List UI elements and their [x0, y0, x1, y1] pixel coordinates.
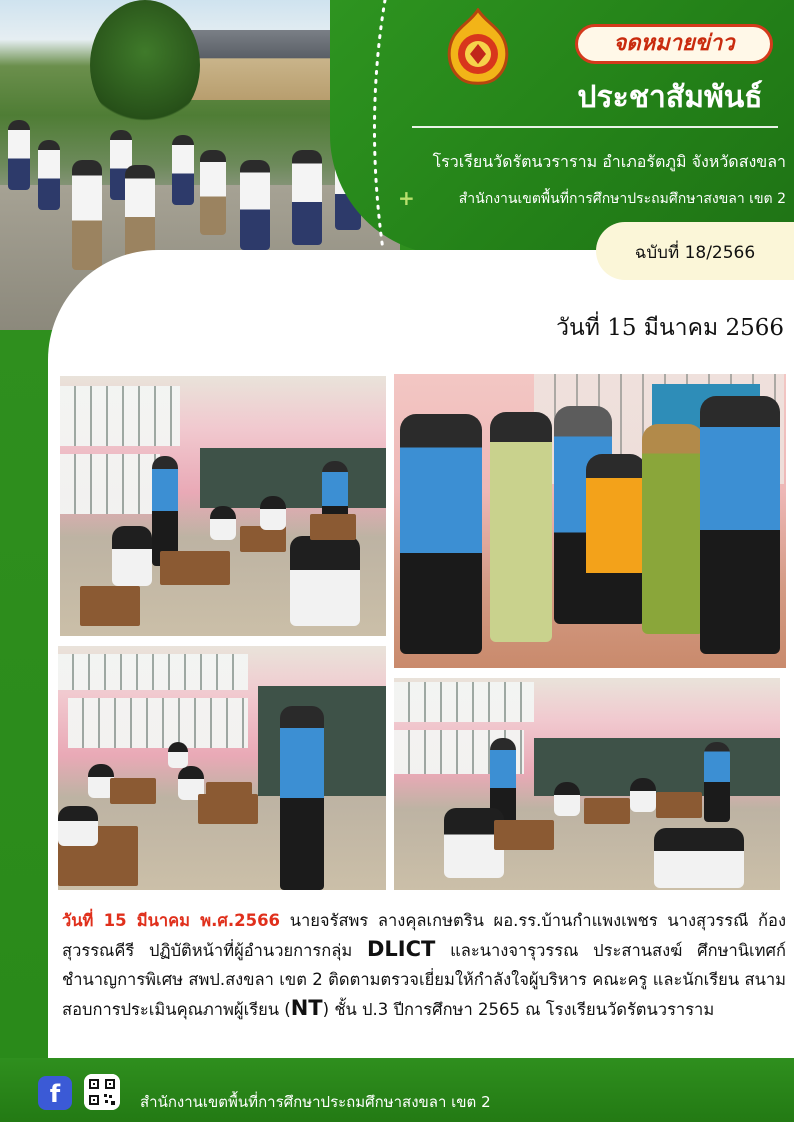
left-green-strip — [0, 330, 48, 1058]
newsletter-badge: จดหมายข่าว — [575, 24, 773, 64]
caption-text-3: ) ชั้น ป.3 ปีการศึกษา 2565 ณ โรงเรียนวัดรัตนวราราม — [322, 1000, 715, 1019]
school-name: โรวเรียนวัดรัตนวราราม อำเภอรัตภูมิ จังหวัดสงขลา — [432, 152, 786, 171]
student-figure — [172, 135, 194, 205]
caption-dlict: DLICT — [366, 937, 436, 961]
qr-code-icon[interactable] — [84, 1074, 120, 1110]
page-title: ประชาสัมพันธ์ — [577, 80, 763, 115]
photo-classroom-1 — [60, 376, 386, 636]
student-figure — [125, 165, 155, 260]
issue-number: ฉบับที่ 18/2566 — [596, 222, 794, 280]
student-figure — [200, 150, 226, 235]
photo-classroom-3 — [394, 678, 780, 890]
palm-tree — [90, 0, 200, 130]
footer-office-name: สำนักงานเขตพื้นที่การศึกษาประถมศึกษาสงขลา เขต 2 — [140, 1093, 491, 1111]
student-figure — [72, 160, 102, 270]
publish-date: วันที่ 15 มีนาคม 2566 — [556, 315, 784, 341]
student-figure — [38, 140, 60, 210]
student-figure — [292, 150, 322, 245]
news-caption — [62, 906, 786, 1024]
obec-emblem-icon — [440, 8, 516, 88]
caption-text-1: นายจรัสพร ลางคุลเกษตริน ผอ.รร.บ้านกำแพงเพชร นางสุวรรณี ก้องสุวรรณคีรี ปฏิบัติหน้าที่ผู้อำนวยการกลุ่ม — [62, 911, 786, 960]
student-figure — [240, 160, 270, 250]
caption-nt: NT — [290, 996, 323, 1020]
photo-group — [394, 374, 786, 668]
facebook-icon[interactable]: f — [38, 1076, 72, 1110]
dotted-arc-decoration — [355, 0, 395, 250]
photo-classroom-2 — [58, 646, 386, 890]
caption-date: วันที่ 15 มีนาคม พ.ศ.2566 — [62, 911, 281, 930]
header-divider — [412, 126, 778, 128]
plus-icon: + — [398, 186, 415, 210]
student-figure — [8, 120, 30, 190]
caption-text-2: และนางจารุวรรณ ประสานสงฆ์ ศึกษานิเทศก์ชำนาญการพิเศษ สพป.สงขลา เขต 2 ติดตามตรวจเยี่ยมให้กำลังใจผู้บริหาร คณะครู และนักเรียน สนามสอบการประเมินคุณภาพผู้เรียน ( — [62, 941, 786, 1019]
office-name: สำนักงานเขตพื้นที่การศึกษาประถมศึกษาสงขลา เขต 2 — [458, 191, 786, 207]
